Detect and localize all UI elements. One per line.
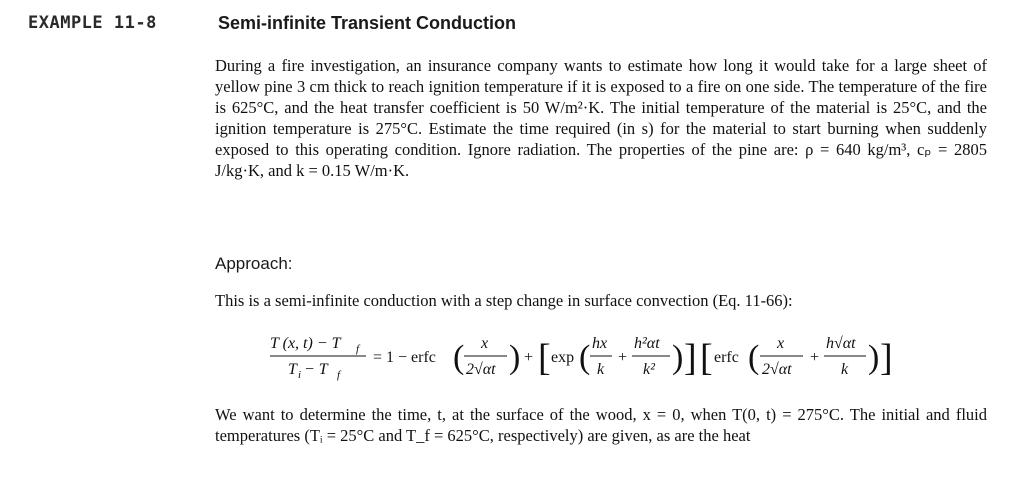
eq-paren-open-2: ( bbox=[579, 339, 591, 376]
eq-bracket-open-1: [ bbox=[538, 337, 551, 379]
problem-paragraph: During a fire investigation, an insurance company wants to estimate how long it would take for a large sheet of yellow pine 3 cm thick to reach ignition temperature if it is exposed to a fire on one side. The temperature of the fire is 625°C, and the heat transfer coefficient is 50 W/m²·K. The initial temperature of the material is 25°C, and the ignition temperature is 275°C. Estimate the time required (in s) for the material to start burning when suddenly exposed to this operating condition. Ignore radiation. The properties of the pine are: ρ = 640 kg/m³, cₚ = 2805 J/kg·K, and k = 0.15 W/m·K. bbox=[215, 56, 987, 180]
example-label: EXAMPLE 11-8 bbox=[28, 13, 157, 33]
eq-h2at: h²αt bbox=[634, 335, 660, 352]
eq-lhs-num-sub: f bbox=[356, 343, 360, 355]
eq-hsqrt: h√αt bbox=[826, 335, 856, 352]
eq-x-1: x bbox=[481, 335, 489, 352]
final-paragraph: We want to determine the time, t, at the surface of the wood, x = 0, when T(0, t) = 275°C. The initial and fluid temperatures (Tᵢ = 25°C and T_f = 625°C, respectively) are given, as are the heat bbox=[215, 405, 987, 445]
approach-heading: Approach: bbox=[215, 254, 293, 273]
example-title: Semi-infinite Transient Conduction bbox=[218, 13, 517, 33]
eq-k-2: k bbox=[841, 361, 849, 378]
eq-plus-2: + bbox=[618, 349, 628, 366]
eq-plus-1: + bbox=[524, 349, 534, 366]
eq-lhs-den-mid: − T bbox=[304, 361, 328, 378]
eq-x-2: x bbox=[777, 335, 785, 352]
eq-lhs-numerator: T (x, t) − T bbox=[270, 335, 341, 352]
eq-k2: k² bbox=[643, 361, 655, 378]
eq-two-sqrt-2: 2√αt bbox=[762, 361, 792, 378]
eq-erfc-2: erfc bbox=[714, 349, 739, 366]
eq-paren-open-3: ( bbox=[748, 339, 760, 376]
eq-paren-close-2: ) bbox=[672, 339, 684, 376]
eq-lhs-den-sub1: i bbox=[298, 369, 302, 381]
approach-text: This is a semi-infinite conduction with a step change in surface convection (Eq. 11-66): bbox=[215, 291, 793, 310]
eq-bracket-close-1: ] bbox=[684, 337, 697, 379]
eq-hx: hx bbox=[592, 335, 608, 352]
eq-paren-close-1: ) bbox=[509, 339, 521, 376]
eq-bracket-close-2: ] bbox=[880, 337, 893, 379]
eq-paren-open-1: ( bbox=[453, 339, 465, 376]
equation bbox=[270, 326, 950, 388]
eq-equals-one-minus-erfc: = 1 − erfc bbox=[373, 349, 436, 366]
eq-lhs-den-t1: T bbox=[288, 361, 297, 378]
eq-paren-close-3: ) bbox=[868, 339, 880, 376]
eq-lhs-den-sub2: f bbox=[337, 369, 341, 381]
eq-bracket-open-2: [ bbox=[700, 337, 713, 379]
eq-exp: exp bbox=[551, 349, 575, 366]
eq-k-1: k bbox=[597, 361, 605, 378]
eq-plus-3: + bbox=[810, 349, 820, 366]
eq-two-sqrt-1: 2√αt bbox=[466, 361, 496, 378]
equation-svg bbox=[270, 326, 950, 388]
